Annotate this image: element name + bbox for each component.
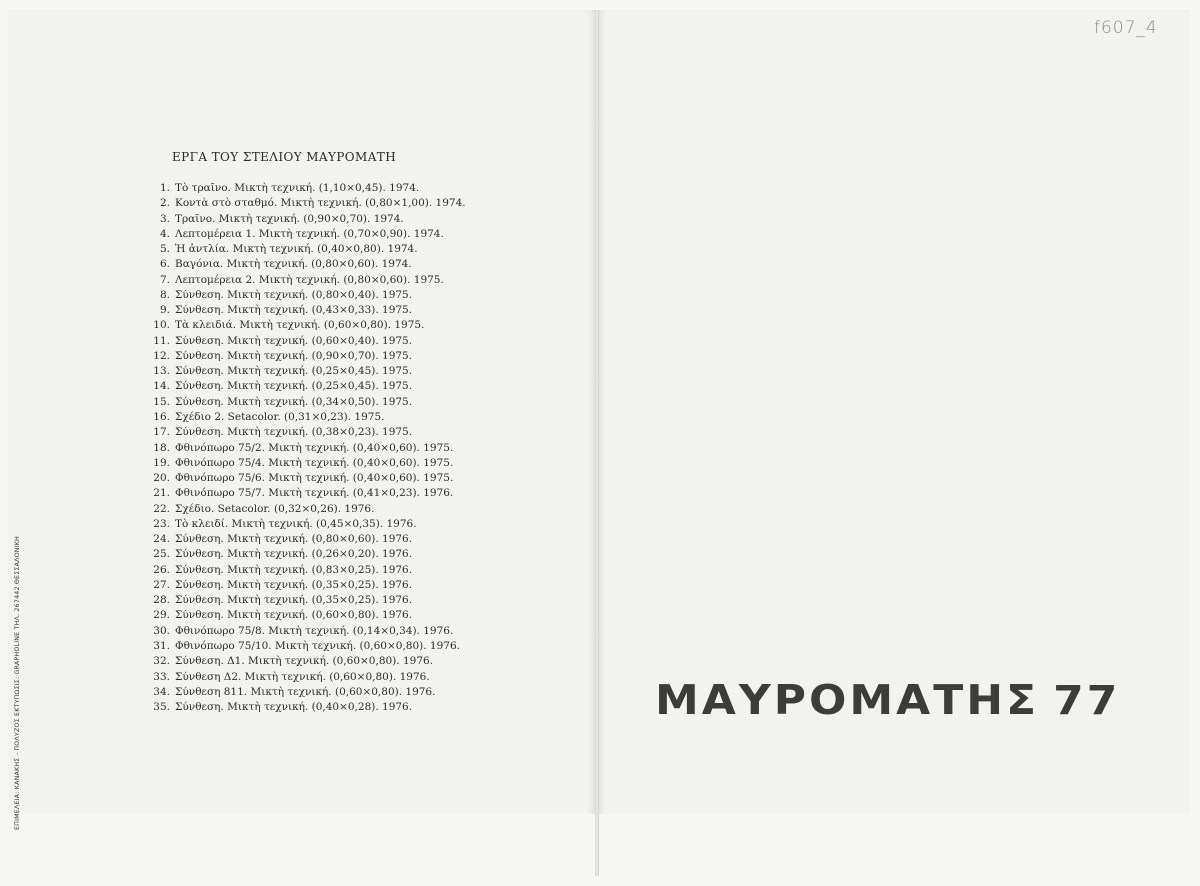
list-item xyxy=(150,624,570,639)
work-description: Σύνθεση. Μικτὴ τεχνική. (0,60×0,40). 1975. xyxy=(175,334,413,347)
list-item xyxy=(150,181,570,196)
list-item xyxy=(150,349,570,364)
work-description: Σύνθεση. Μικτὴ τεχνική. (0,83×0,25). 1976. xyxy=(175,563,413,576)
list-item xyxy=(150,227,570,242)
right-page-bottom-band xyxy=(598,814,1190,876)
work-description: Σύνθεση. Μικτὴ τεχνική. (0,43×0,33). 1975. xyxy=(175,304,413,317)
work-number: 9. xyxy=(159,304,170,317)
list-item xyxy=(150,486,570,501)
work-number: 18. xyxy=(153,441,170,454)
work-number: 28. xyxy=(153,594,170,607)
list-item xyxy=(150,364,570,379)
work-number: 4. xyxy=(159,227,170,240)
list-item xyxy=(150,456,570,471)
list-item xyxy=(150,502,570,517)
work-number: 13. xyxy=(153,365,170,378)
work-description: Σύνθεση. Μικτὴ τεχνική. (0,25×0,45). 1975. xyxy=(175,380,413,393)
work-description: Φθινόπωρο 75/6. Μικτὴ τεχνική. (0,40×0,60). 1975. xyxy=(175,472,454,485)
work-description: Σύνθεση. Μικτὴ τεχνική. (0,38×0,23). 1975. xyxy=(175,426,413,439)
work-description: Φθινόπωρο 75/8. Μικτὴ τεχνική. (0,14×0,34). 1976. xyxy=(175,624,454,637)
work-description: Σύνθεση. Μικτὴ τεχνική. (0,90×0,70). 1975. xyxy=(175,349,413,362)
work-number: 23. xyxy=(153,517,170,530)
list-item xyxy=(150,608,570,623)
list-item xyxy=(150,242,570,257)
cover-title xyxy=(655,677,1120,724)
list-item xyxy=(150,395,570,410)
cover-artist-name: ΜΑΥΡΟΜΑΤΗΣ xyxy=(655,677,1040,724)
list-item xyxy=(150,547,570,562)
work-number: 32. xyxy=(153,655,170,668)
work-number: 5. xyxy=(159,243,170,256)
center-fold xyxy=(595,10,599,876)
work-number: 31. xyxy=(153,639,170,652)
work-number: 22. xyxy=(153,502,170,515)
work-number: 20. xyxy=(153,472,170,485)
work-description: Σύνθεση Δ2. Μικτὴ τεχνική. (0,60×0,80). 1976. xyxy=(175,670,430,683)
cover-year: 77 xyxy=(1053,677,1121,724)
work-number: 35. xyxy=(153,701,170,714)
work-number: 10. xyxy=(153,319,170,332)
work-description: Σύνθεση. Δ1. Μικτὴ τεχνική. (0,60×0,80). 1976. xyxy=(175,655,434,668)
work-description: Σύνθεση 811. Μικτὴ τεχνική. (0,60×0,80). 1976. xyxy=(175,685,436,698)
list-item xyxy=(150,425,570,440)
work-number: 16. xyxy=(153,410,170,423)
list-item xyxy=(150,517,570,532)
work-number: 17. xyxy=(153,426,170,439)
work-description: Ἡ ἀντλία. Μικτὴ τεχνική. (0,40×0,80). 1974. xyxy=(175,243,418,256)
work-description: Φθινόπωρο 75/10. Μικτὴ τεχνική. (0,60×0,80). 1976. xyxy=(175,639,460,652)
list-item xyxy=(150,196,570,211)
work-description: Τὸ τραῖνο. Μικτὴ τεχνική. (1,10×0,45). 1974. xyxy=(175,182,420,194)
list-item xyxy=(150,288,570,303)
list-item xyxy=(150,379,570,394)
list-item xyxy=(150,334,570,349)
work-number: 21. xyxy=(153,487,170,500)
work-description: Σχέδιο. Setacolor. (0,32×0,26). 1976. xyxy=(175,502,375,515)
works-list xyxy=(150,181,570,715)
list-item xyxy=(150,273,570,288)
right-page xyxy=(598,10,1190,876)
work-description: Κοντὰ στὸ σταθμό. Μικτὴ τεχνική. (0,80×1,00). 1974. xyxy=(175,197,466,210)
work-number: 6. xyxy=(159,258,170,271)
work-number: 14. xyxy=(153,380,170,393)
work-number: 19. xyxy=(153,456,170,469)
printer-credit xyxy=(14,480,26,830)
list-item xyxy=(150,578,570,593)
work-number: 11. xyxy=(153,334,170,347)
printer-credit-text: ΕΠΙΜΕΛΕΙΑ: ΚΑΝΑΚΗΣ - ΠΟΛΥΖΟΣ ΕΚΤΥΠΩΣΙΣ: GRAPHOLINE ΤΗΛ. 267442 ΘΕΣΣΑΛΟΝΙΚΗ xyxy=(14,536,21,830)
work-description: Σύνθεση. Μικτὴ τεχνική. (0,34×0,50). 1975. xyxy=(175,395,413,408)
list-item xyxy=(150,700,570,715)
work-description: Σύνθεση. Μικτὴ τεχνική. (0,40×0,28). 1976. xyxy=(175,701,413,714)
list-item xyxy=(150,593,570,608)
work-number: 15. xyxy=(153,395,170,408)
left-page-bottom-band xyxy=(8,814,596,876)
work-description: Λεπτομέρεια 1. Μικτὴ τεχνική. (0,70×0,90). 1974. xyxy=(175,227,444,240)
work-number: 1. xyxy=(159,182,170,194)
work-description: Σύνθεση. Μικτὴ τεχνική. (0,60×0,80). 1976. xyxy=(175,609,413,622)
work-number: 27. xyxy=(153,578,170,591)
list-item xyxy=(150,563,570,578)
list-item xyxy=(150,441,570,456)
list-item xyxy=(150,654,570,669)
work-description: Σύνθεση. Μικτὴ τεχνική. (0,26×0,20). 1976. xyxy=(175,548,413,561)
work-number: 7. xyxy=(159,273,170,286)
work-number: 29. xyxy=(153,609,170,622)
works-list-title: ΕΡΓΑ ΤΟΥ ΣΤΕΛΙΟΥ ΜΑΥΡΟΜΑΤΗ xyxy=(172,150,397,164)
list-item xyxy=(150,410,570,425)
work-description: Φθινόπωρο 75/2. Μικτὴ τεχνική. (0,40×0,60). 1975. xyxy=(175,441,454,454)
archive-handwritten-mark: f607_4 xyxy=(1094,18,1158,38)
work-description: Σύνθεση. Μικτὴ τεχνική. (0,80×0,60). 1976. xyxy=(175,533,413,546)
list-item xyxy=(150,471,570,486)
list-item xyxy=(150,532,570,547)
work-description: Σύνθεση. Μικτὴ τεχνική. (0,25×0,45). 1975. xyxy=(175,365,413,378)
work-number: 12. xyxy=(153,349,170,362)
work-number: 3. xyxy=(159,212,170,225)
list-item xyxy=(150,670,570,685)
work-description: Τὰ κλειδιά. Μικτὴ τεχνική. (0,60×0,80). 1975. xyxy=(175,319,425,332)
list-item xyxy=(150,639,570,654)
work-description: Σύνθεση. Μικτὴ τεχνική. (0,35×0,25). 1976. xyxy=(175,594,413,607)
work-description: Φθινόπωρο 75/7. Μικτὴ τεχνική. (0,41×0,23). 1976. xyxy=(175,487,454,500)
list-item xyxy=(150,257,570,272)
work-description: Σύνθεση. Μικτὴ τεχνική. (0,80×0,40). 1975. xyxy=(175,288,413,301)
list-item xyxy=(150,303,570,318)
work-number: 33. xyxy=(153,670,170,683)
work-description: Σύνθεση. Μικτὴ τεχνική. (0,35×0,25). 1976. xyxy=(175,578,413,591)
work-number: 25. xyxy=(153,548,170,561)
work-number: 26. xyxy=(153,563,170,576)
list-item xyxy=(150,685,570,700)
work-number: 24. xyxy=(153,533,170,546)
work-description: Τὸ κλειδί. Μικτὴ τεχνική. (0,45×0,35). 1976. xyxy=(175,517,417,530)
work-number: 30. xyxy=(153,624,170,637)
work-description: Τραῖνο. Μικτὴ τεχνική. (0,90×0,70). 1974. xyxy=(175,212,404,225)
list-item xyxy=(150,318,570,333)
work-description: Λεπτομέρεια 2. Μικτὴ τεχνική. (0,80×0,60). 1975. xyxy=(175,273,444,286)
work-number: 8. xyxy=(159,288,170,301)
list-item xyxy=(150,212,570,227)
work-number: 34. xyxy=(153,685,170,698)
work-description: Φθινόπωρο 75/4. Μικτὴ τεχνική. (0,40×0,60). 1975. xyxy=(175,456,454,469)
work-description: Βαγόνια. Μικτὴ τεχνική. (0,80×0,60). 1974. xyxy=(175,258,412,271)
work-description: Σχέδιο 2. Setacolor. (0,31×0,23). 1975. xyxy=(175,410,385,423)
work-number: 2. xyxy=(159,197,170,210)
